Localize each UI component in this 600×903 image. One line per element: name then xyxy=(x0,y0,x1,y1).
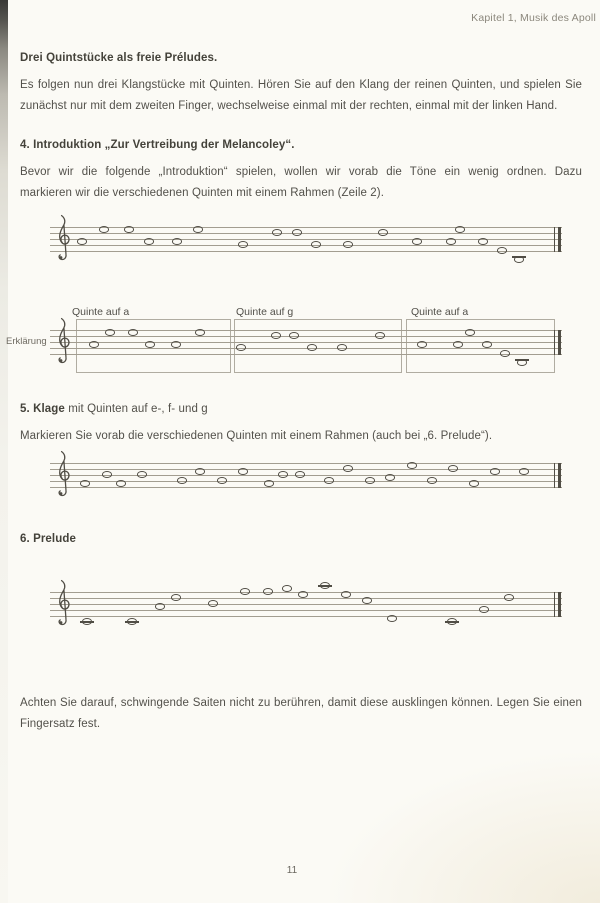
ledger-line xyxy=(445,621,459,622)
quint-frame xyxy=(406,319,555,373)
whole-note xyxy=(341,591,351,598)
whole-note xyxy=(89,341,99,348)
treble-clef-icon xyxy=(51,579,71,629)
intro-heading: Drei Quintstücke als freie Préludes. xyxy=(20,52,218,64)
ledger-line xyxy=(515,359,529,360)
whole-note xyxy=(447,618,457,625)
paragraph-line: markieren wir die verschiedenen Quinten mit einem Rahmen (Zeile 2). xyxy=(20,187,384,199)
final-barline xyxy=(554,227,555,253)
section6-heading: 6. Prelude xyxy=(20,533,76,545)
final-barline xyxy=(558,463,561,489)
whole-note xyxy=(177,477,187,484)
staff-line xyxy=(50,336,562,337)
whole-note xyxy=(145,341,155,348)
whole-note xyxy=(307,344,317,351)
whole-note xyxy=(455,226,465,233)
whole-note xyxy=(412,238,422,245)
section5-paragraph: Markieren Sie vorab die verschiedenen Quinten mit einem Rahmen (auch bei „6. Prelude“). xyxy=(20,430,493,442)
whole-note xyxy=(295,471,305,478)
whole-note xyxy=(479,606,489,613)
whole-note xyxy=(427,477,437,484)
whole-note xyxy=(517,359,527,366)
whole-note xyxy=(217,477,227,484)
whole-note xyxy=(171,341,181,348)
final-barline xyxy=(554,330,555,356)
quint-frame xyxy=(234,319,402,373)
staff-line xyxy=(50,487,562,488)
ledger-line xyxy=(318,585,332,586)
staff-line xyxy=(50,604,562,605)
staff-line xyxy=(50,330,562,331)
whole-note xyxy=(271,332,281,339)
whole-note xyxy=(144,238,154,245)
staff-line xyxy=(50,481,562,482)
whole-note xyxy=(195,329,205,336)
ledger-line xyxy=(80,621,94,622)
whole-note xyxy=(128,329,138,336)
whole-note xyxy=(263,588,273,595)
final-barline xyxy=(558,330,561,356)
whole-note xyxy=(324,477,334,484)
quint-frame xyxy=(76,319,231,373)
whole-note xyxy=(155,603,165,610)
staff-line xyxy=(50,251,562,252)
paragraph-line: Achten Sie darauf, schwingende Saiten nicht zu berühren, damit diese ausklingen können. Legen Sie einen xyxy=(20,697,582,709)
page-corner-shade xyxy=(330,753,600,903)
treble-clef-icon xyxy=(51,214,71,264)
section4-heading: 4. Introduktion „Zur Vertreibung der Melancoley“. xyxy=(20,139,295,151)
whole-note xyxy=(137,471,147,478)
intro-paragraph xyxy=(20,75,582,117)
whole-note xyxy=(448,465,458,472)
ledger-line xyxy=(125,621,139,622)
whole-note xyxy=(264,480,274,487)
staff-line xyxy=(50,245,562,246)
staff-line xyxy=(50,598,562,599)
staff-line xyxy=(50,227,562,228)
outro-paragraph xyxy=(20,693,582,735)
whole-note xyxy=(387,615,397,622)
staff-line xyxy=(50,475,562,476)
quint-frame-label: Quinte auf g xyxy=(236,306,294,318)
whole-note xyxy=(490,468,500,475)
quint-frame-label: Quinte auf a xyxy=(411,306,469,318)
whole-note xyxy=(240,588,250,595)
whole-note xyxy=(497,247,507,254)
whole-note xyxy=(362,597,372,604)
section5-heading-number: 5. Klage xyxy=(20,403,65,415)
treble-clef-icon xyxy=(51,317,71,367)
whole-note xyxy=(127,618,137,625)
staff-line xyxy=(50,610,562,611)
whole-note xyxy=(504,594,514,601)
whole-note xyxy=(465,329,475,336)
whole-note xyxy=(417,341,427,348)
whole-note xyxy=(172,238,182,245)
whole-note xyxy=(343,465,353,472)
whole-note xyxy=(77,238,87,245)
whole-note xyxy=(99,226,109,233)
staff-line xyxy=(50,469,562,470)
whole-note xyxy=(282,585,292,592)
whole-note xyxy=(292,229,302,236)
section5-heading-rest: mit Quinten auf e-, f- und g xyxy=(64,403,208,415)
whole-note xyxy=(105,329,115,336)
whole-note xyxy=(407,462,417,469)
whole-note xyxy=(519,468,529,475)
final-barline xyxy=(554,592,555,618)
whole-note xyxy=(116,480,126,487)
whole-note xyxy=(102,471,112,478)
whole-note xyxy=(171,594,181,601)
whole-note xyxy=(365,477,375,484)
page-number: 11 xyxy=(286,865,298,876)
whole-note xyxy=(500,350,510,357)
paragraph-line: zunächst nur mit dem zweiten Finger, wechselweise einmal mit der rechten, einmal mit der linken Hand. xyxy=(20,100,558,112)
paragraph-line: Fingersatz fest. xyxy=(20,718,101,730)
staff-line xyxy=(50,592,562,593)
whole-note xyxy=(80,480,90,487)
whole-note xyxy=(343,241,353,248)
whole-note xyxy=(478,238,488,245)
erklaerung-label: Erklärung xyxy=(6,336,47,347)
whole-note xyxy=(320,582,330,589)
whole-note xyxy=(238,468,248,475)
staff-line xyxy=(50,354,562,355)
final-barline xyxy=(558,592,561,618)
whole-note xyxy=(514,256,524,263)
final-barline xyxy=(554,463,555,489)
staff-line xyxy=(50,348,562,349)
staff-line xyxy=(50,616,562,617)
staff-line xyxy=(50,463,562,464)
whole-note xyxy=(298,591,308,598)
staff-line xyxy=(50,233,562,234)
whole-note xyxy=(278,471,288,478)
section4-paragraph xyxy=(20,162,582,204)
whole-note xyxy=(238,241,248,248)
paragraph-line: Bevor wir die folgende „Introduktion“ spielen, wollen wir vorab die Töne ein wenig ordnen. Dazu xyxy=(20,166,582,178)
whole-note xyxy=(289,332,299,339)
page-binding-shadow xyxy=(0,0,8,903)
whole-note xyxy=(469,480,479,487)
paragraph-line: Es folgen nun drei Klangstücke mit Quinten. Hören Sie auf den Klang der reinen Quinten, und spielen Sie xyxy=(20,79,582,91)
whole-note xyxy=(236,344,246,351)
whole-note xyxy=(375,332,385,339)
whole-note xyxy=(378,229,388,236)
whole-note xyxy=(82,618,92,625)
quint-frame-label: Quinte auf a xyxy=(72,306,130,318)
final-barline xyxy=(558,227,561,253)
section5-heading xyxy=(20,403,208,415)
whole-note xyxy=(311,241,321,248)
whole-note xyxy=(337,344,347,351)
staff-line xyxy=(50,342,562,343)
whole-note xyxy=(124,226,134,233)
whole-note xyxy=(208,600,218,607)
whole-note xyxy=(482,341,492,348)
ledger-line xyxy=(512,256,526,257)
treble-clef-icon xyxy=(51,450,71,500)
whole-note xyxy=(193,226,203,233)
whole-note xyxy=(385,474,395,481)
running-header: Kapitel 1, Musik des Apoll xyxy=(471,12,596,24)
whole-note xyxy=(446,238,456,245)
whole-note xyxy=(453,341,463,348)
whole-note xyxy=(195,468,205,475)
whole-note xyxy=(272,229,282,236)
staff-line xyxy=(50,239,562,240)
